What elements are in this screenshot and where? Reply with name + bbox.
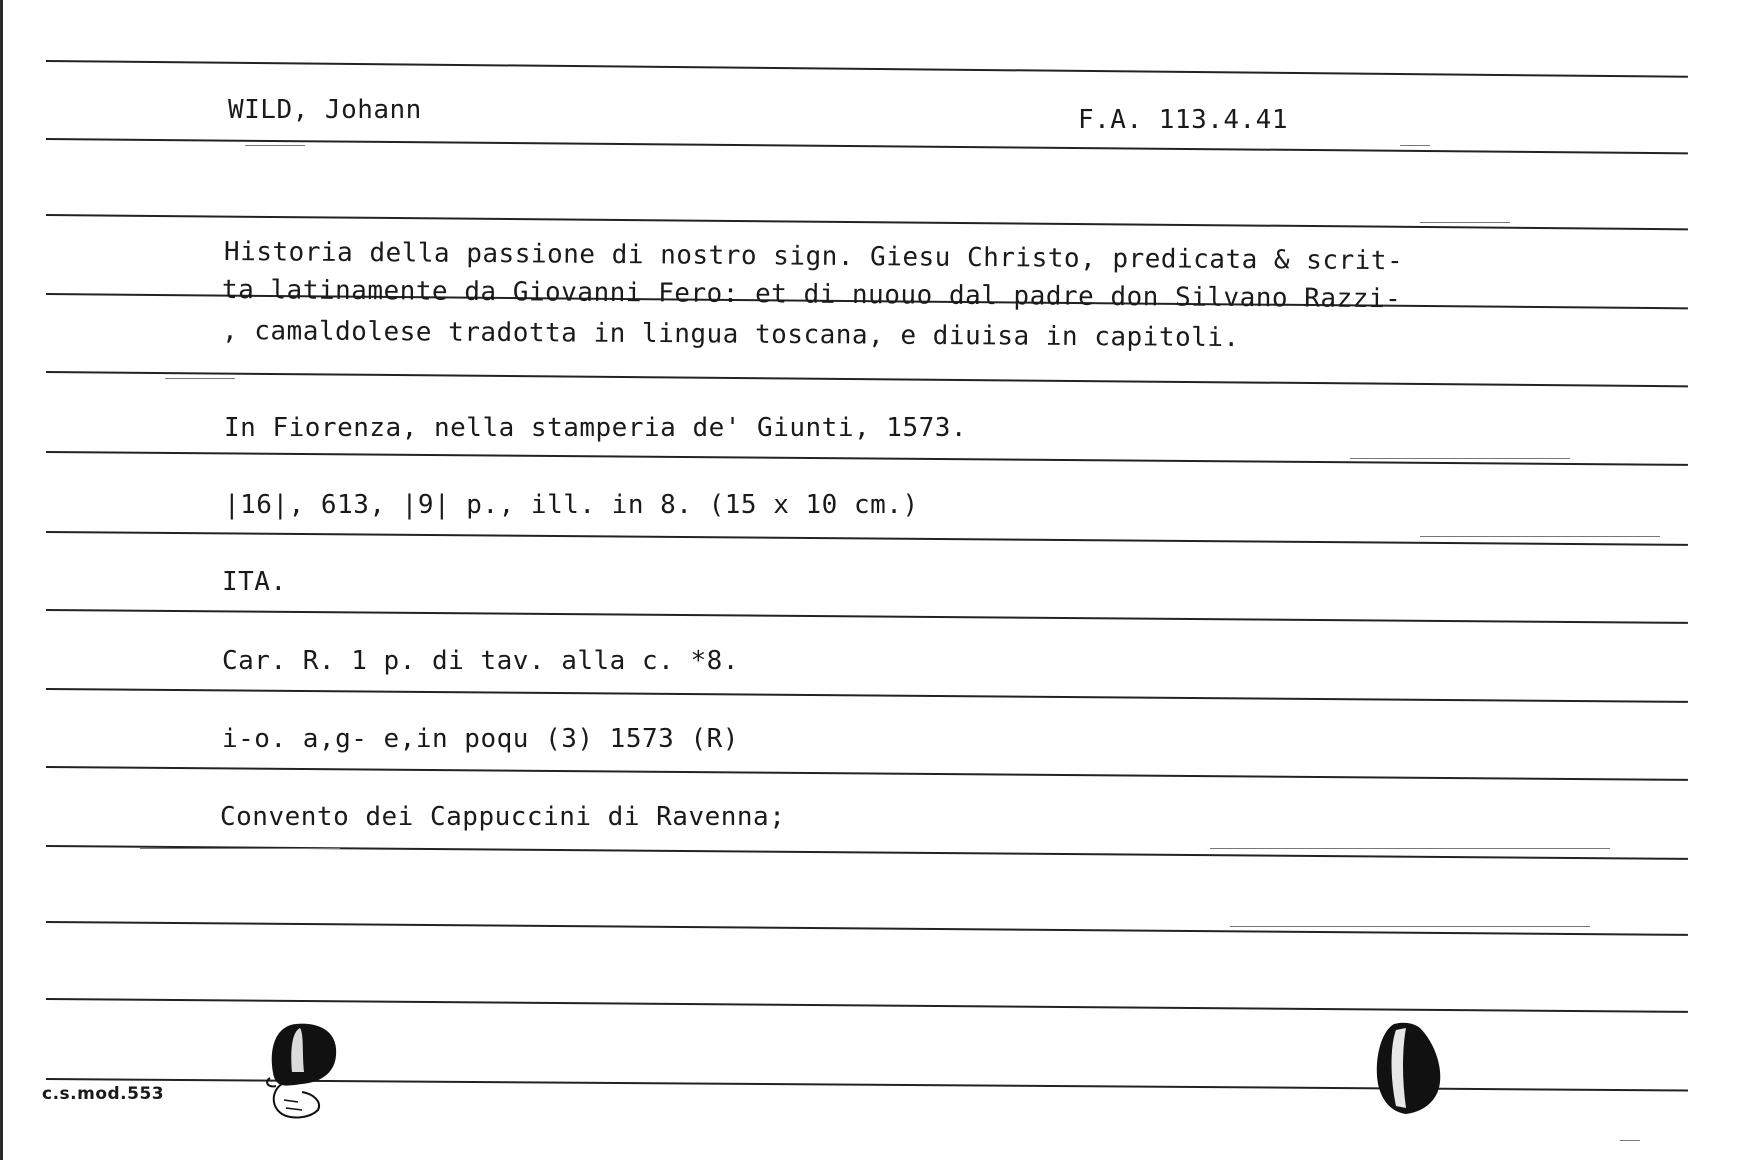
title-line-3: , camaldolese tradotta in lingua toscana, e diuisa in capitoli. xyxy=(221,316,1240,354)
card-rule xyxy=(46,60,1688,78)
card-rule xyxy=(46,371,1688,387)
language: ITA. xyxy=(222,567,287,597)
scan-speck xyxy=(245,145,305,146)
form-code: c.s.mod.553 xyxy=(42,1084,165,1104)
scan-speck xyxy=(1350,458,1570,459)
title-line-2: ta latinamente da Giovanni Fero: et di nuouo dal padre don Silvano Razzi- xyxy=(221,275,1402,315)
card-rule xyxy=(46,766,1688,781)
card-rule xyxy=(46,688,1688,703)
provenance: Convento dei Cappuccini di Ravenna; xyxy=(220,802,786,832)
collation: |16|, 613, |9| p., ill. in 8. (15 x 10 cm.) xyxy=(224,490,919,520)
scan-speck xyxy=(1420,222,1510,223)
card-rule xyxy=(46,531,1688,546)
imprint: In Fiorenza, nella stamperia de' Giunti, 1573. xyxy=(224,413,968,443)
card-rule xyxy=(46,609,1688,624)
fingerprint: i-o. a,g- e,in poqu (3) 1573 (R) xyxy=(222,724,739,754)
card-rule xyxy=(46,921,1688,936)
punch-hole-left-icon xyxy=(262,1022,344,1122)
author-heading: WILD, Johann xyxy=(228,95,422,125)
scan-speck xyxy=(1230,926,1590,927)
scan-speck xyxy=(1420,536,1660,537)
notes: Car. R. 1 p. di tav. alla c. *8. xyxy=(222,646,739,676)
scan-speck xyxy=(1400,145,1430,146)
card-rule xyxy=(46,998,1688,1013)
punch-hole-right-icon xyxy=(1372,1022,1444,1116)
card-left-edge xyxy=(0,0,3,1160)
shelfmark: F.A. 113.4.41 xyxy=(1078,105,1288,135)
scan-speck xyxy=(140,848,340,849)
scan-speck xyxy=(165,378,235,379)
card-rule xyxy=(46,138,1688,154)
scan-speck xyxy=(1620,1140,1640,1141)
scan-speck xyxy=(1210,848,1610,849)
title-line-1: Historia della passione di nostro sign. Giesu Christo, predicata & scrit- xyxy=(223,237,1404,277)
